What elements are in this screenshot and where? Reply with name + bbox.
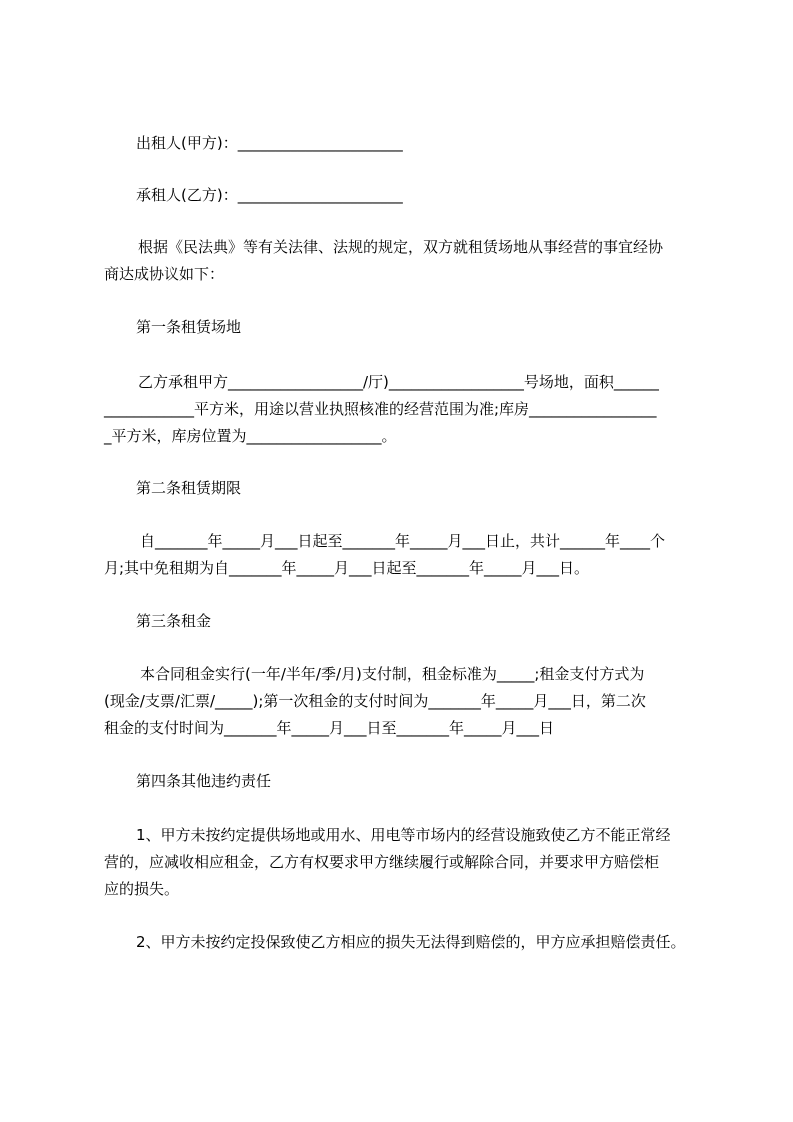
article1-line-2: ____________平方米，用途以营业执照核准的经营范围为准;库房_________________ — [104, 400, 657, 418]
article1-line-1: 乙方承租甲方__________________/厅)__________________号场地，面积______ — [138, 373, 659, 391]
article3-line-3: 租金的支付时间为_______年_____月___日至_______年_____月___日 — [104, 719, 555, 737]
intro-line-1: 根据《民法典》等有关法律、法规的规定，双方就租赁场地从事经营的事宜经协 — [138, 238, 664, 256]
article2-line-2: 月;其中免租期为自_______年_____月___日起至_______年_____月___日。 — [104, 559, 590, 577]
article4-item1-line-1: 1、甲方未按约定提供场地或用水、用电等市场内的经营设施致使乙方不能正常经 — [136, 826, 671, 844]
intro-line-2: 商达成协议如下： — [104, 265, 225, 283]
article2-heading: 第二条租赁期限 — [136, 479, 242, 497]
article1-heading: 第一条租赁场地 — [136, 318, 242, 336]
article3-line-2: (现金/支票/汇票/_____);第一次租金的支付时间为_______年_____月___日，第二次 — [104, 692, 646, 710]
article3-heading: 第三条租金 — [136, 612, 212, 630]
article2-line-1: 自_______年_____月___日起至_______年_____月___日止，共计______年____个 — [140, 532, 666, 550]
article4-item1-line-3: 应的损失。 — [104, 880, 180, 898]
article4-heading: 第四条其他违约责任 — [136, 772, 272, 790]
article4-item2: 2、甲方未按约定投保致使乙方相应的损失无法得到赔偿的，甲方应承担赔偿责任。 — [136, 933, 686, 951]
article3-line-1: 本合同租金实行(一年/半年/季/月)支付制，租金标准为_____;租金支付方式为 — [140, 665, 645, 683]
article4-item1-line-2: 营的，应减收相应租金，乙方有权要求甲方继续履行或解除合同，并要求甲方赔偿柜 — [104, 853, 660, 871]
lessor-line: 出租人(甲方)：______________________ — [136, 134, 403, 152]
lessee-line: 承租人(乙方)：______________________ — [136, 186, 403, 204]
article1-line-3: _平方米，库房位置为__________________。 — [104, 427, 397, 445]
